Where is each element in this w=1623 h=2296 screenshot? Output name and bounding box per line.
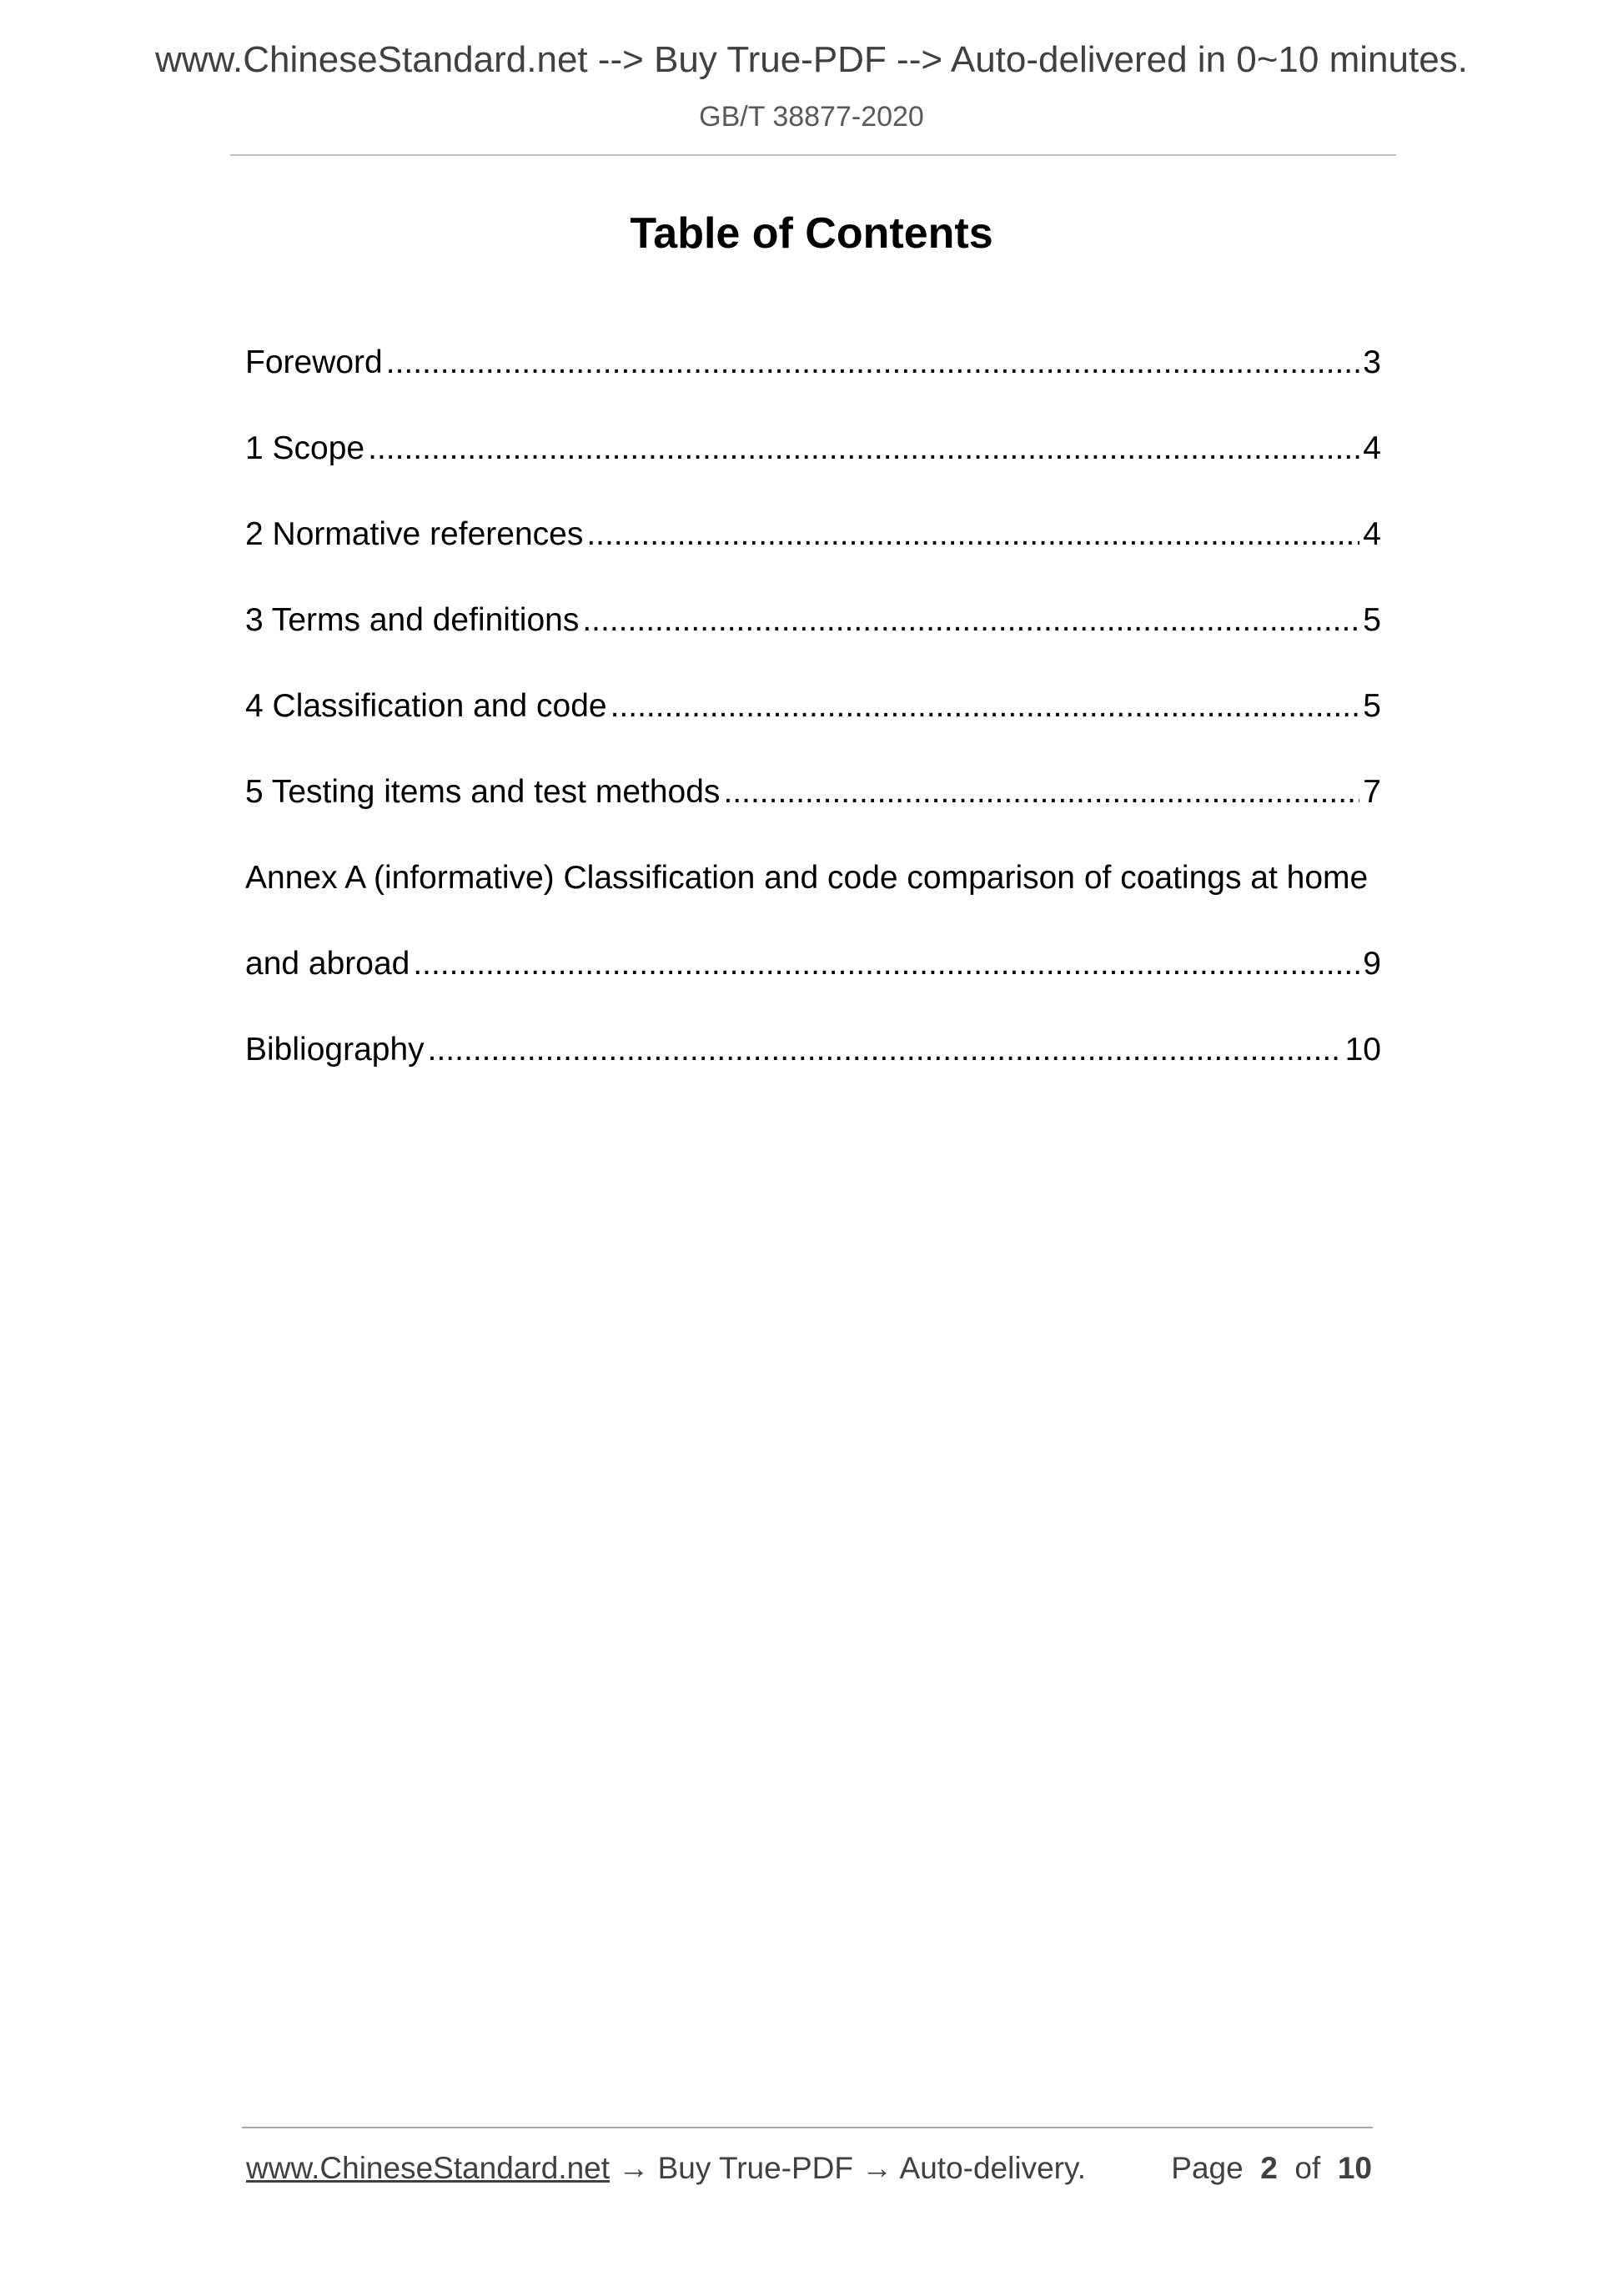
toc-entry-label: 3 Terms and definitions <box>245 602 580 638</box>
toc-list <box>245 338 1381 1111</box>
toc-entry-page: 7 <box>1363 774 1381 810</box>
of-word: of <box>1294 2151 1321 2185</box>
dot-leader <box>582 595 1359 646</box>
toc-entry-page: 4 <box>1363 430 1381 466</box>
toc-entry-terms-and-definitions[interactable] <box>245 595 1381 681</box>
toc-entry-page: 4 <box>1363 516 1381 552</box>
footer-buy-text: Buy True-PDF <box>657 2151 854 2185</box>
current-page: 2 <box>1260 2151 1278 2185</box>
toc-entry-classification-and-code[interactable] <box>245 681 1381 767</box>
toc-entry-page: 10 <box>1344 1032 1381 1068</box>
toc-entry-label: Foreword <box>245 344 383 380</box>
toc-entry-label: Bibliography <box>245 1032 425 1068</box>
toc-entry-bibliography[interactable] <box>245 1025 1381 1111</box>
footer-site-link[interactable]: www.ChineseStandard.net <box>246 2151 611 2185</box>
document-code: GB/T 38877-2020 <box>699 101 924 133</box>
dot-leader <box>368 424 1359 474</box>
toc-entry-annex-a-line-2[interactable] <box>245 939 1381 1025</box>
toc-entry-page: 9 <box>1363 946 1381 982</box>
toc-entry-scope[interactable] <box>245 424 1381 510</box>
dot-leader <box>723 767 1359 817</box>
footer-promo <box>246 2148 1086 2189</box>
header-divider <box>230 154 1396 156</box>
toc-entry-normative-references[interactable] <box>245 510 1381 595</box>
toc-entry-page: 5 <box>1363 688 1381 724</box>
top-banner: www.ChineseStandard.net --> Buy True-PDF --> Auto-delivered in 0~10 minutes. <box>155 39 1468 80</box>
footer-delivery-text: Auto-delivery. <box>899 2151 1087 2185</box>
toc-entry-label: and abroad <box>245 946 410 982</box>
dot-leader <box>586 510 1359 560</box>
toc-entry-label: 5 Testing items and test methods <box>245 774 721 810</box>
total-pages: 10 <box>1337 2151 1372 2185</box>
dot-leader <box>428 1025 1342 1075</box>
page-word: Page <box>1171 2151 1244 2185</box>
arrow-right-icon: → <box>618 2151 650 2185</box>
arrow-right-icon: → <box>862 2151 893 2185</box>
dot-leader <box>386 338 1360 388</box>
page-footer <box>246 2148 1372 2189</box>
toc-entry-foreword[interactable] <box>245 338 1381 424</box>
toc-entry-page: 5 <box>1363 602 1381 638</box>
toc-entry-label: Annex A (informative) Classification and code comparison of coatings at home <box>245 860 1369 896</box>
toc-entry-label: 1 Scope <box>245 430 365 466</box>
toc-entry-label: 2 Normative references <box>245 516 584 552</box>
toc-entry-page: 3 <box>1363 344 1381 380</box>
dot-leader <box>413 939 1359 989</box>
dot-leader <box>611 681 1360 731</box>
toc-entry-annex-a-line-1[interactable] <box>245 853 1381 939</box>
page-number <box>1171 2148 1372 2189</box>
toc-entry-label: 4 Classification and code <box>245 688 607 724</box>
footer-divider <box>242 2127 1373 2128</box>
page-title: Table of Contents <box>630 209 993 258</box>
toc-entry-testing-items[interactable] <box>245 767 1381 853</box>
